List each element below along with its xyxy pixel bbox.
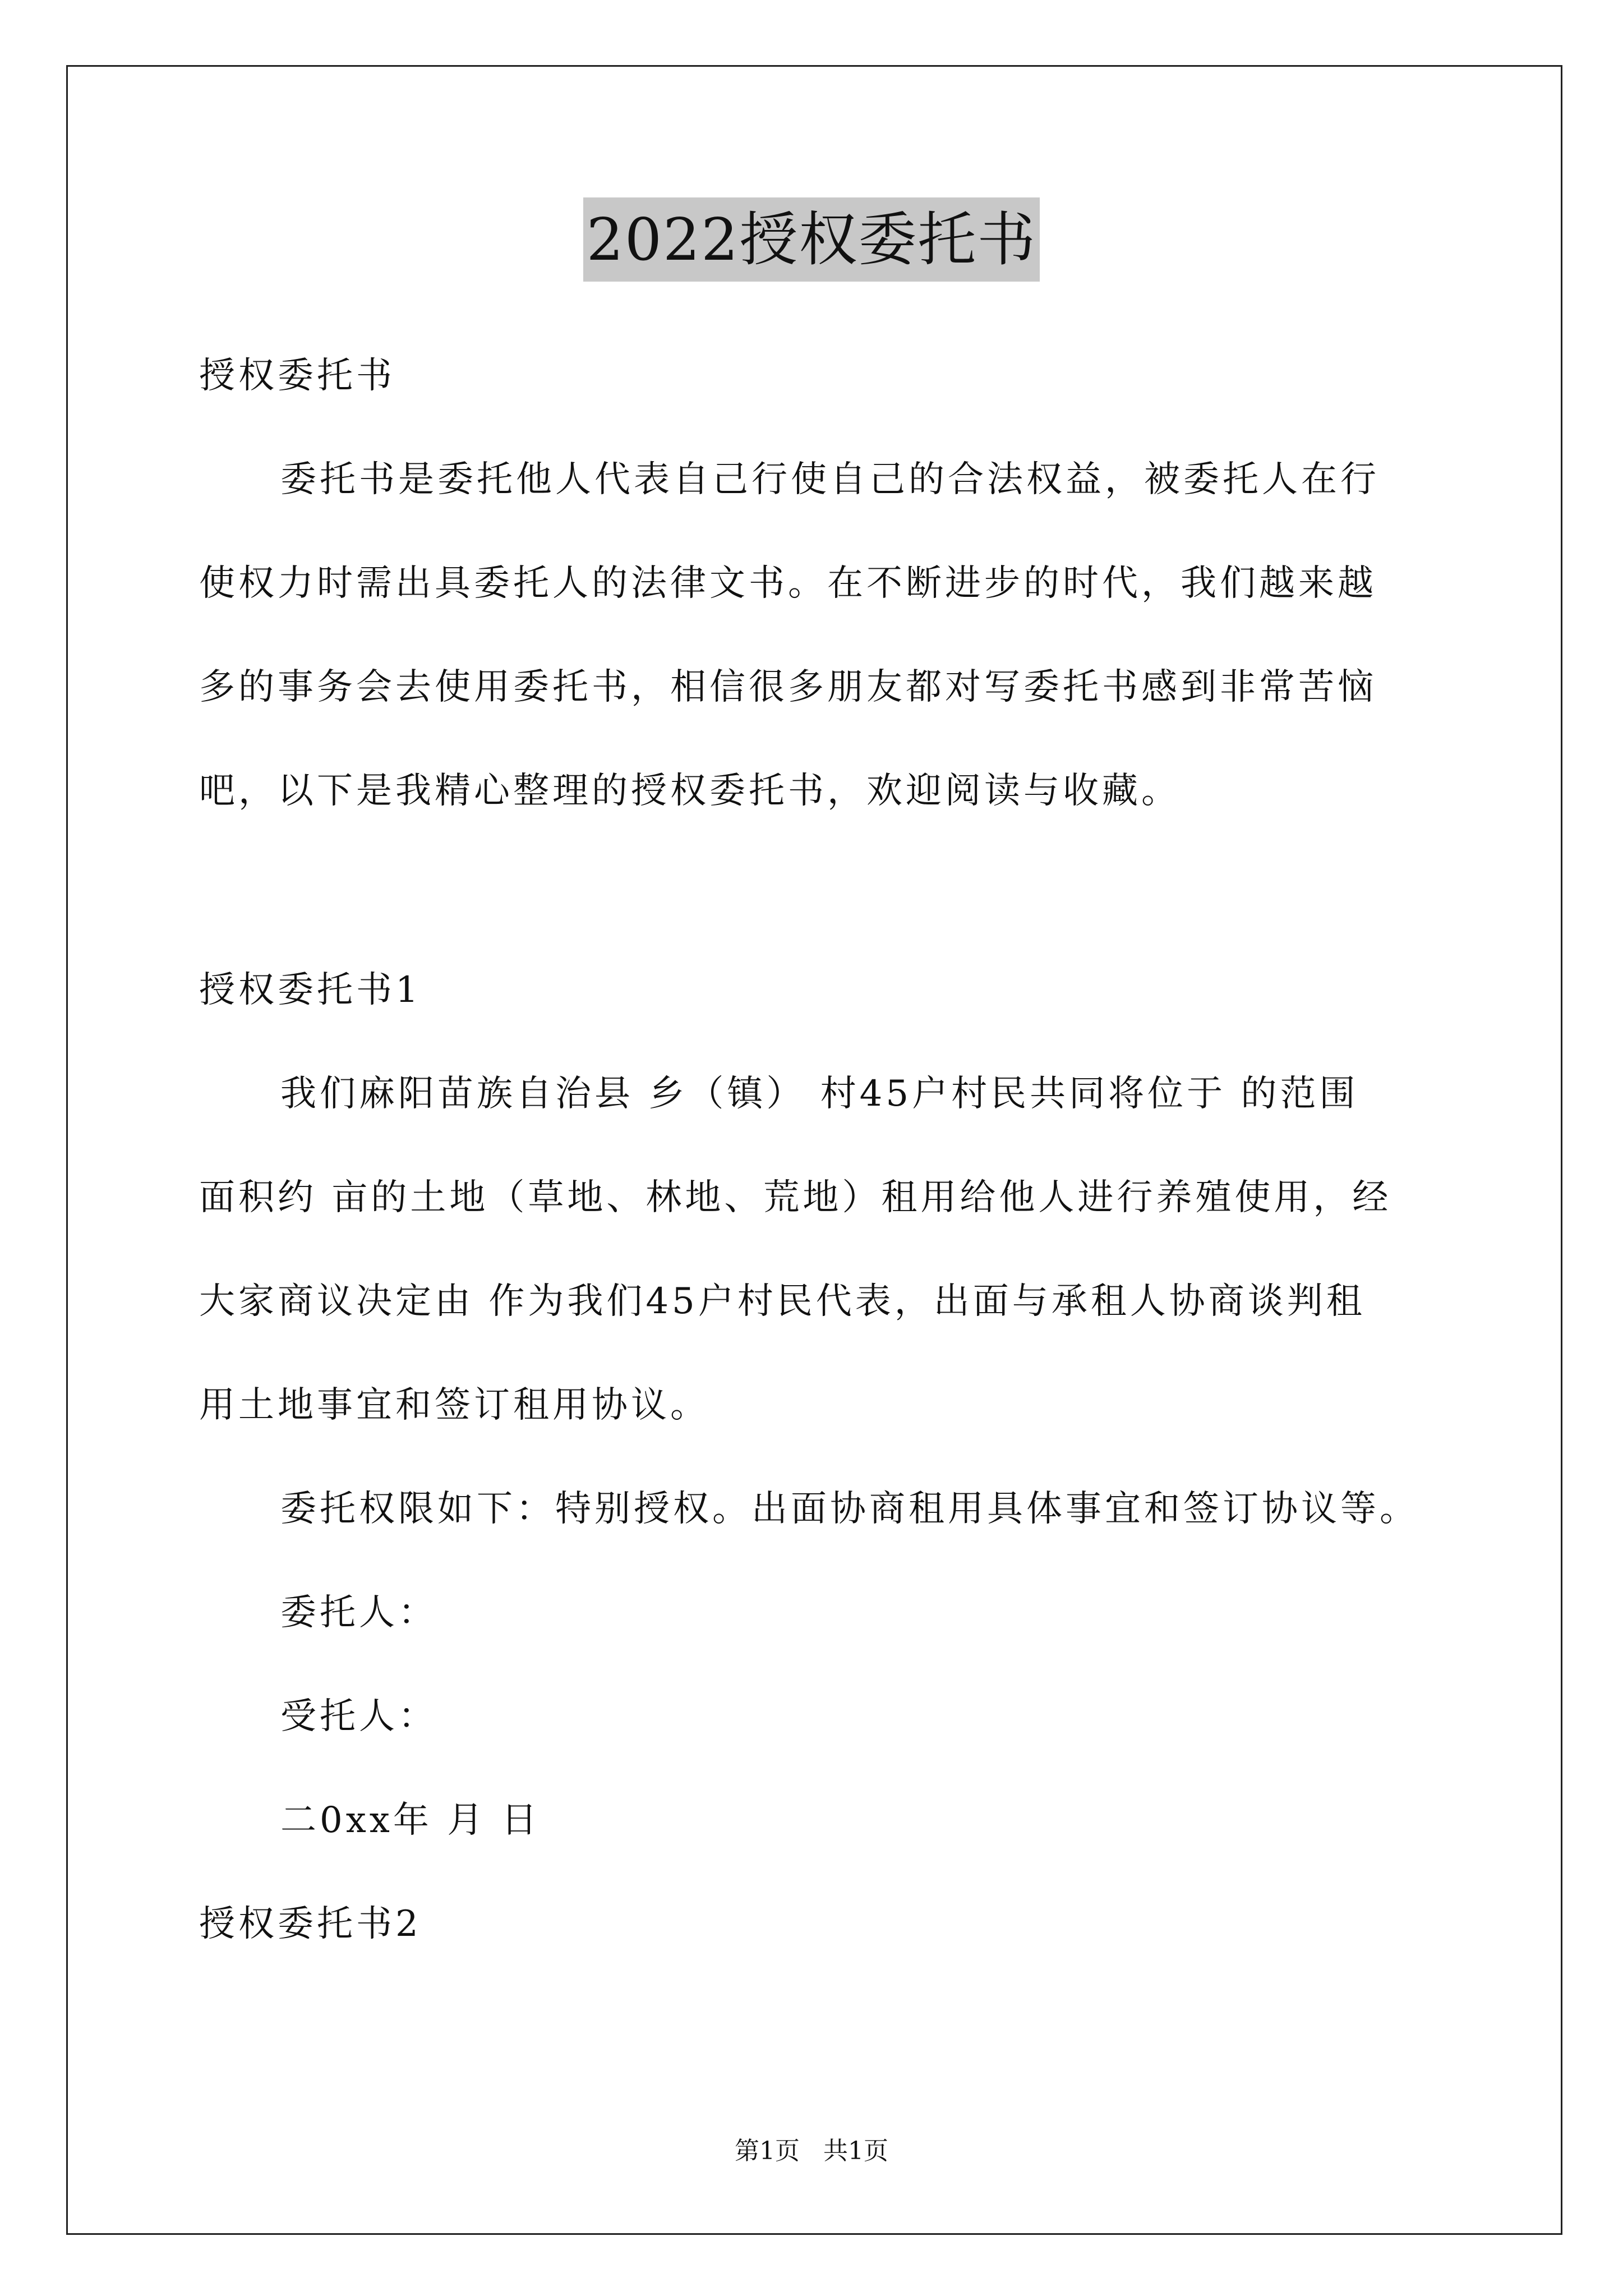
agent-label: 受托人： — [280, 1696, 437, 1737]
principal-label: 委托人： — [280, 1592, 437, 1634]
section2-heading: 授权委托书2 — [199, 1903, 422, 1945]
intro-line: 使权力时需出具委托人的法律文书。在不断进步的时代，我们越来越 — [199, 563, 1377, 604]
page-footer — [0, 2134, 1623, 2168]
intro-line: 吧，以下是我精心整理的授权委托书，欢迎阅读与收藏。 — [199, 770, 1181, 812]
section1-line: 用土地事宜和签订租用协议。 — [199, 1384, 709, 1426]
page-number: 第1页 — [735, 2137, 800, 2165]
intro-line: 多的事务会去使用委托书，相信很多朋友都对写委托书感到非常苦恼 — [199, 666, 1377, 708]
document-body — [199, 348, 1467, 1952]
authority-line: 委托权限如下：特别授权。出面协商租用具体事宜和签订协议等。 — [280, 1488, 1419, 1530]
section1-heading: 授权委托书1 — [199, 969, 422, 1011]
intro-line: 委托书是委托他人代表自己行使自己的合法权益，被委托人在行 — [280, 459, 1380, 500]
section-heading: 授权委托书 — [199, 355, 395, 397]
title-container — [0, 197, 1623, 282]
section1-line: 我们麻阳苗族自治县 乡（镇） 村45户村民共同将位于 的范围 — [280, 1073, 1359, 1115]
document-title: 2022授权委托书 — [583, 197, 1040, 282]
section1-line: 面积约 亩的土地（草地、林地、荒地）租用给他人进行养殖使用，经 — [199, 1177, 1392, 1218]
page-total: 共1页 — [823, 2137, 888, 2165]
date-line: 二0xx年 月 日 — [280, 1800, 541, 1841]
section1-line: 大家商议决定由 作为我们45户村民代表，出面与承租人协商谈判租 — [199, 1281, 1366, 1322]
